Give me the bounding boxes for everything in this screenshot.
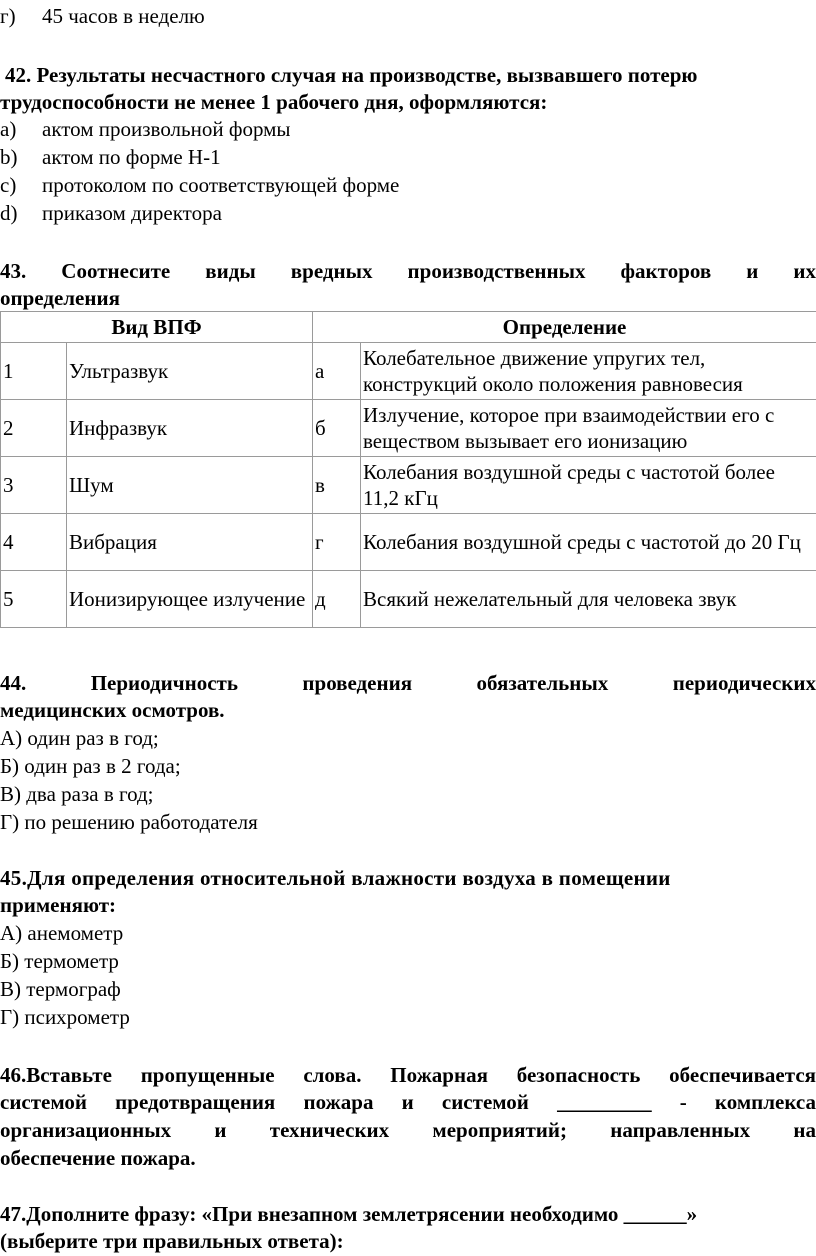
option-text: актом по форме Н-1: [42, 145, 221, 169]
question-45-option-c: В) термограф: [0, 977, 121, 1001]
row-number: 2: [1, 400, 67, 457]
option-text: приказом директора: [42, 201, 222, 225]
row-letter: г: [313, 514, 361, 571]
row-letter: д: [313, 571, 361, 628]
question-45-option-d: Г) психрометр: [0, 1005, 130, 1029]
question-42-title-line2: трудоспособности не менее 1 рабочего дня, оформляются:: [0, 90, 548, 114]
option-text: протоколом по соответствующей форме: [42, 173, 400, 197]
table-row: [1, 400, 816, 457]
question-42-option-c: [0, 172, 399, 198]
row-type: Инфразвук: [67, 400, 313, 457]
question-47-line2: (выберите три правильных ответа):: [0, 1229, 344, 1253]
option-text: 45 часов в неделю: [42, 4, 205, 28]
row-definition: Колебания воздушной среды с частотой до 20 Гц: [361, 514, 816, 571]
question-45-option-a: А) анемометр: [0, 921, 124, 945]
row-definition: Колебательное движение упругих тел, конструкций около положения равновесия: [361, 343, 816, 400]
row-type: Вибрация: [67, 514, 313, 571]
table-header-row: [1, 312, 816, 343]
table-row: [1, 514, 816, 571]
question-42-option-b: [0, 144, 221, 170]
option-text: актом произвольной формы: [42, 117, 291, 141]
question-43-title-line2: определения: [0, 286, 120, 310]
header-type: Вид ВПФ: [1, 312, 313, 343]
row-letter: а: [313, 343, 361, 400]
question-44-option-d: Г) по решению работодателя: [0, 810, 258, 834]
option-label: г): [0, 4, 16, 28]
question-45-title-line1: 45.Для определения относительной влажности воздуха в помещении: [0, 866, 671, 890]
row-number: 3: [1, 457, 67, 514]
question-44-option-c: В) два раза в год;: [0, 782, 154, 806]
row-type: Ионизирующее излучение: [67, 571, 313, 628]
row-definition: Излучение, которое при взаимодействии его с веществом вызывает его ионизацию: [361, 400, 816, 457]
previous-answer-option: [0, 3, 205, 29]
question-46-line3: организационных и технических мероприятий; направленных на: [0, 1118, 816, 1142]
question-46-line4: обеспечение пожара.: [0, 1146, 196, 1170]
question-44-title-line1: 44. Периодичность проведения обязательных периодических: [0, 671, 816, 695]
row-number: 5: [1, 571, 67, 628]
question-44-title-line2: медицинских осмотров.: [0, 698, 225, 722]
question-44-option-b: Б) один раз в 2 года;: [0, 754, 181, 778]
option-label: c): [0, 173, 17, 197]
row-type: Шум: [67, 457, 313, 514]
question-45-option-b: Б) термометр: [0, 949, 119, 973]
question-46-line2: системой предотвращения пожара и системой _________ - комплекса: [0, 1090, 816, 1114]
row-letter: б: [313, 400, 361, 457]
table-row: [1, 571, 816, 628]
row-definition: Всякий нежелательный для человека звук: [361, 571, 816, 628]
vpf-matching-table: [0, 311, 816, 628]
header-definition: Определение: [313, 312, 816, 343]
table-row: [1, 457, 816, 514]
row-type: Ультразвук: [67, 343, 313, 400]
question-47-line1: 47.Дополните фразу: «При внезапном землетрясении необходимо ______»: [0, 1202, 698, 1226]
option-label: а): [0, 117, 17, 141]
row-number: 1: [1, 343, 67, 400]
question-42-option-d: [0, 200, 222, 226]
row-definition: Колебания воздушной среды с частотой более 11,2 кГц: [361, 457, 816, 514]
option-label: b): [0, 145, 18, 169]
question-45-title-line2: применяют:: [0, 893, 117, 917]
row-letter: в: [313, 457, 361, 514]
option-label: d): [0, 201, 18, 225]
question-42-option-a: [0, 116, 291, 142]
question-43-title-line1: 43. Соотнесите виды вредных производственных факторов и их: [0, 259, 816, 283]
table-row: [1, 343, 816, 400]
row-number: 4: [1, 514, 67, 571]
question-42-title-line1: 42. Результаты несчастного случая на производстве, вызвавшего потерю: [5, 63, 698, 87]
question-44-option-a: А) один раз в год;: [0, 726, 159, 750]
question-46-line1: 46.Вставьте пропущенные слова. Пожарная безопасность обеспечивается: [0, 1063, 816, 1087]
